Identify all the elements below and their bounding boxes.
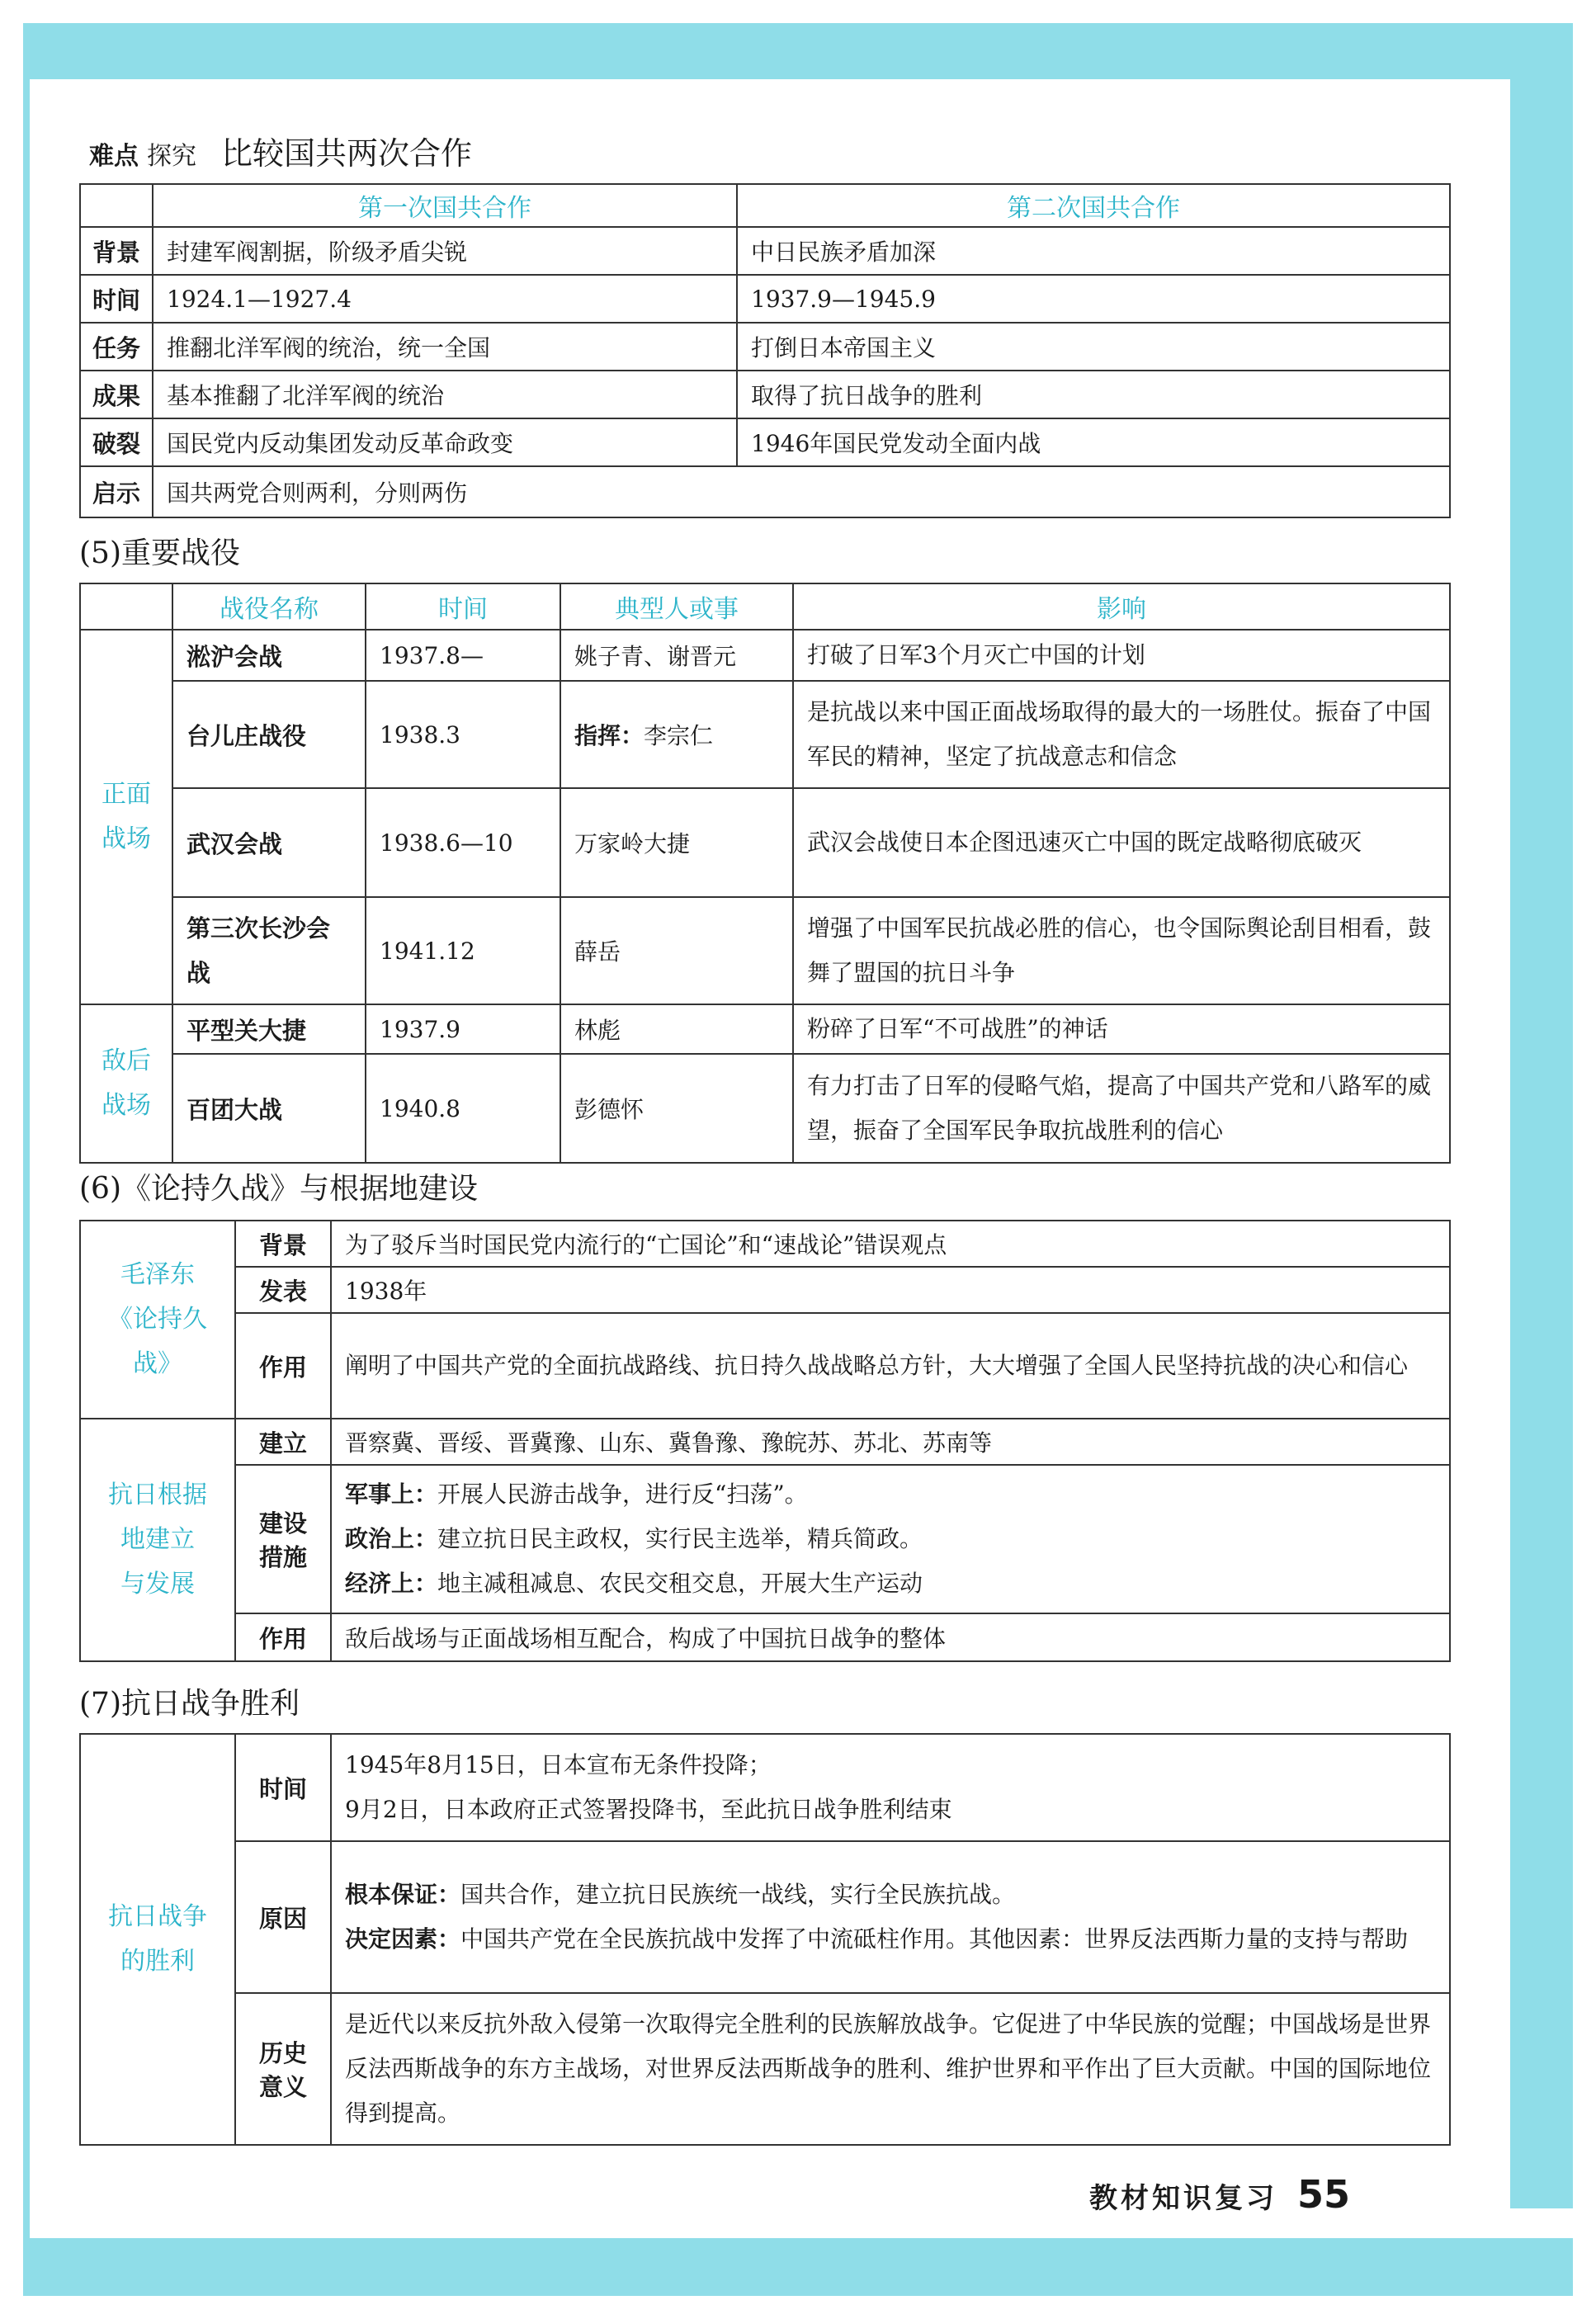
col-header: 时间 xyxy=(366,583,560,630)
heading-title: 比较国共两次合作 xyxy=(221,135,473,172)
battle-name: 百团大战 xyxy=(172,1054,366,1163)
label-line: 历史 xyxy=(258,2039,307,2067)
col-header: 第一次国共合作 xyxy=(153,184,737,227)
battle-person: 姚子青、谢晋元 xyxy=(560,630,793,681)
victory-title: (7)抗日战争胜利 xyxy=(79,1687,300,1721)
person-prefix: 指挥： xyxy=(574,722,645,749)
measure-prefix: 经济上： xyxy=(345,1570,438,1597)
battles-table xyxy=(79,583,1451,1164)
battle-person: 彭德怀 xyxy=(560,1054,793,1163)
page-footer xyxy=(1089,2172,1350,2217)
section-heading xyxy=(89,128,472,177)
battle-effect: 武汉会战使日本企图迅速灭亡中国的既定战略彻底破灭 xyxy=(793,788,1450,897)
battle-effect: 增强了中国军民抗战必胜的信心，也令国际舆论刮目相看，鼓舞了盟国的抗日斗争 xyxy=(793,897,1450,1004)
page-frame-right xyxy=(1510,79,1573,2208)
row-label: 作用 xyxy=(235,1613,331,1661)
table-cell: 1924.1—1927.4 xyxy=(153,275,737,323)
heading-prefix: 难点 xyxy=(89,142,139,171)
time-line: 1945年8月15日，日本宣布无条件投降； xyxy=(345,1751,772,1778)
table-row xyxy=(80,583,1450,630)
measure-text: 地主减租减息、农民交租交息，开展大生产运动 xyxy=(437,1570,923,1597)
col-header: 影响 xyxy=(793,583,1450,630)
table-row xyxy=(80,1841,1450,1993)
row-label: 时间 xyxy=(235,1734,331,1841)
measure-military xyxy=(345,1472,1436,1517)
battle-person: 万家岭大捷 xyxy=(560,788,793,897)
table-row xyxy=(80,275,1450,323)
table-cell: 阐明了中国共产党的全面抗战路线、抗日持久战战略总方针，大大增强了全国人民坚持抗战的决心和信心 xyxy=(331,1313,1450,1419)
reason-line xyxy=(345,1873,1436,1917)
group-label-line: 战场 xyxy=(102,824,151,853)
table-row xyxy=(80,1993,1450,2145)
row-label: 发表 xyxy=(235,1267,331,1313)
battle-effect: 有力打击了日军的侵略气焰，提高了中国共产党和八路军的威望，振奋了全国军民争取抗战胜利的信心 xyxy=(793,1054,1450,1163)
group-label-line: 战场 xyxy=(102,1091,151,1120)
table-row xyxy=(80,227,1450,275)
table-row xyxy=(80,1613,1450,1661)
group-label-line: 抗日战争 xyxy=(108,1902,207,1931)
table-row xyxy=(80,1221,1450,1267)
reason-cell xyxy=(331,1841,1450,1993)
page-frame-top xyxy=(23,23,1573,79)
measures-cell xyxy=(331,1465,1450,1613)
table-row xyxy=(80,788,1450,897)
victory-table xyxy=(79,1733,1451,2146)
reason-text: 中国共产党在全民族抗战中发挥了中流砥柱作用。其他因素：世界反法西斯力量的支持与帮助 xyxy=(460,1925,1409,1953)
battle-time: 1937.9 xyxy=(366,1004,560,1054)
table-row xyxy=(80,184,1450,227)
row-label: 启示 xyxy=(80,466,153,517)
group-label-line: 毛泽东 xyxy=(120,1260,195,1289)
group-label-victory xyxy=(80,1734,235,2145)
battle-person: 薛岳 xyxy=(560,897,793,1004)
battle-time: 1938.3 xyxy=(366,681,560,788)
row-label: 背景 xyxy=(235,1221,331,1267)
label-line: 措施 xyxy=(258,1543,307,1571)
table-cell: 为了驳斥当时国民党内流行的“亡国论”和“速战论”错误观点 xyxy=(331,1221,1450,1267)
table-cell: 敌后战场与正面战场相互配合，构成了中国抗日战争的整体 xyxy=(331,1613,1450,1661)
row-label: 时间 xyxy=(80,275,153,323)
table-cell: 1938年 xyxy=(331,1267,1450,1313)
col-header: 第二次国共合作 xyxy=(737,184,1450,227)
protracted-title: (6)《论持久战》与根据地建设 xyxy=(79,1172,478,1206)
battle-person xyxy=(560,681,793,788)
measure-economic xyxy=(345,1561,1436,1606)
measure-text: 建立抗日民主政权，实行民主选举，精兵简政。 xyxy=(437,1525,923,1552)
battle-time: 1938.6—10 xyxy=(366,788,560,897)
row-label: 作用 xyxy=(235,1313,331,1419)
group-label-line: 与发展 xyxy=(120,1570,195,1599)
table-cell: 中日民族矛盾加深 xyxy=(737,227,1450,275)
group-label-mao xyxy=(80,1221,235,1419)
table-row xyxy=(80,1313,1450,1419)
table-cell: 打倒日本帝国主义 xyxy=(737,323,1450,371)
coop-table xyxy=(79,183,1451,518)
page-number: 55 xyxy=(1297,2172,1351,2217)
table-cell: 1937.9—1945.9 xyxy=(737,275,1450,323)
battle-effect: 是抗战以来中国正面战场取得的最大的一场胜仗。振奋了中国军民的精神，坚定了抗战意志和信念 xyxy=(793,681,1450,788)
group-label-line: 地建立 xyxy=(120,1525,195,1554)
empty-header xyxy=(80,184,153,227)
group-label-base xyxy=(80,1419,235,1661)
group-label-rear xyxy=(80,1004,172,1163)
reason-prefix: 根本保证： xyxy=(345,1881,461,1908)
time-cell xyxy=(331,1734,1450,1841)
table-row xyxy=(80,630,1450,681)
reason-line xyxy=(345,1917,1436,1962)
reason-prefix: 决定因素： xyxy=(345,1925,461,1953)
table-row xyxy=(80,1419,1450,1465)
group-label-line: 正面 xyxy=(102,780,151,809)
label-line: 意义 xyxy=(258,2073,307,2101)
significance-cell: 是近代以来反抗外敌入侵第一次取得完全胜利的民族解放战争。它促进了中华民族的觉醒；中国战场是世界反法西斯战争的东方主战场，对世界反法西斯战争的胜利、维护世界和平作出了巨大贡献。中国的国际地位得到提高。 xyxy=(331,1993,1450,2145)
battle-effect: 粉碎了日军“不可战胜”的神话 xyxy=(793,1004,1450,1054)
table-row xyxy=(80,897,1450,1004)
group-label-line: 敌后 xyxy=(102,1046,151,1075)
table-row xyxy=(80,1267,1450,1313)
battle-time: 1937.8— xyxy=(366,630,560,681)
table-row xyxy=(80,1054,1450,1163)
measure-political xyxy=(345,1517,1436,1561)
row-label: 破裂 xyxy=(80,418,153,466)
row-label-significance xyxy=(235,1993,331,2145)
table-row xyxy=(80,466,1450,517)
table-cell: 晋察冀、晋绥、晋冀豫、山东、冀鲁豫、豫皖苏、苏北、苏南等 xyxy=(331,1419,1450,1465)
group-label-line: 《论持久战》 xyxy=(108,1305,207,1378)
table-row xyxy=(80,681,1450,788)
table-cell: 国共两党合则两利，分则两伤 xyxy=(153,466,1450,517)
table-cell: 1946年国民党发动全面内战 xyxy=(737,418,1450,466)
group-label-line: 的胜利 xyxy=(120,1947,195,1976)
row-label: 任务 xyxy=(80,323,153,371)
table-row xyxy=(80,1465,1450,1613)
row-label: 背景 xyxy=(80,227,153,275)
time-line: 9月2日，日本政府正式签署投降书，至此抗日战争胜利结束 xyxy=(345,1796,952,1823)
reason-text: 国共合作，建立抗日民族统一战线，实行全民族抗战。 xyxy=(460,1881,1016,1908)
battle-name: 淞沪会战 xyxy=(172,630,366,681)
row-label: 成果 xyxy=(80,371,153,418)
row-label-measures xyxy=(235,1465,331,1613)
battle-person: 林彪 xyxy=(560,1004,793,1054)
table-row xyxy=(80,1004,1450,1054)
person-text: 李宗仁 xyxy=(644,722,714,749)
table-cell: 推翻北洋军阀的统治，统一全国 xyxy=(153,323,737,371)
row-label: 原因 xyxy=(235,1841,331,1993)
battle-time: 1940.8 xyxy=(366,1054,560,1163)
protracted-table xyxy=(79,1220,1451,1662)
battle-name: 平型关大捷 xyxy=(172,1004,366,1054)
measure-prefix: 军事上： xyxy=(345,1481,438,1508)
empty-header xyxy=(80,583,172,630)
col-header: 典型人或事 xyxy=(560,583,793,630)
page-frame-bottom xyxy=(23,2238,1573,2296)
table-cell: 基本推翻了北洋军阀的统治 xyxy=(153,371,737,418)
page-frame-left xyxy=(23,23,30,2284)
battle-name: 武汉会战 xyxy=(172,788,366,897)
table-row xyxy=(80,418,1450,466)
table-row xyxy=(80,323,1450,371)
label-line: 建设 xyxy=(258,1509,307,1537)
col-header: 战役名称 xyxy=(172,583,366,630)
group-label-front xyxy=(80,630,172,1004)
battle-time: 1941.12 xyxy=(366,897,560,1004)
measure-text: 开展人民游击战争，进行反“扫荡”。 xyxy=(437,1481,808,1508)
table-row xyxy=(80,371,1450,418)
battle-name: 第三次长沙会战 xyxy=(172,897,366,1004)
footer-label: 教材知识复习 xyxy=(1089,2182,1277,2215)
table-cell: 取得了抗日战争的胜利 xyxy=(737,371,1450,418)
battles-title: (5)重要战役 xyxy=(79,536,240,570)
heading-tag: 探究 xyxy=(147,142,196,171)
row-label: 建立 xyxy=(235,1419,331,1465)
table-cell: 国民党内反动集团发动反革命政变 xyxy=(153,418,737,466)
battle-effect: 打破了日军3个月灭亡中国的计划 xyxy=(793,630,1450,681)
table-row xyxy=(80,1734,1450,1841)
group-label-line: 抗日根据 xyxy=(108,1481,207,1509)
measure-prefix: 政治上： xyxy=(345,1525,438,1552)
battle-name: 台儿庄战役 xyxy=(172,681,366,788)
table-cell: 封建军阀割据，阶级矛盾尖锐 xyxy=(153,227,737,275)
